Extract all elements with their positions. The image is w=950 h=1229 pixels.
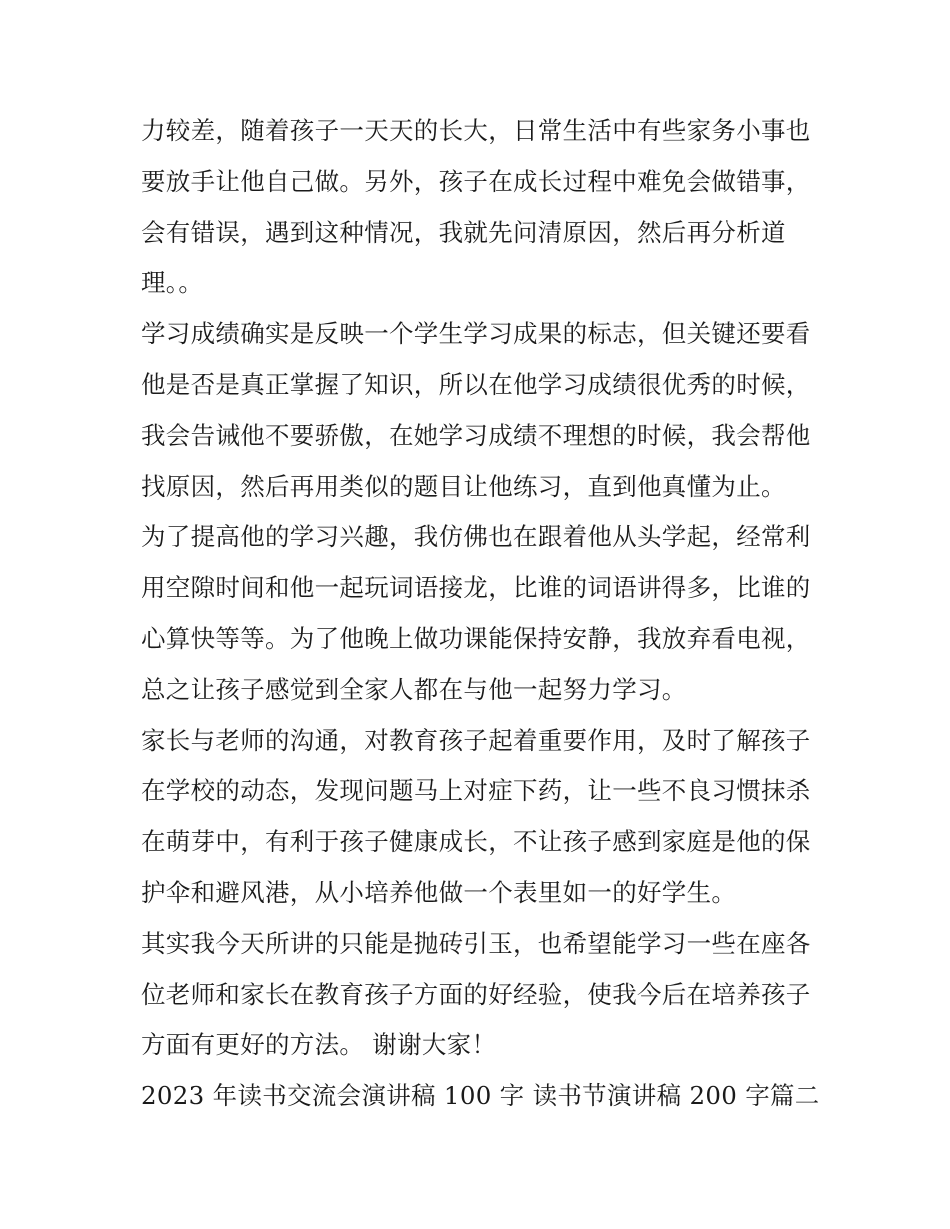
text-line: 其实我今天所讲的只能是抛砖引玉，也希望能学习一些在座各 — [141, 928, 811, 958]
text-line: 心算快等等。为了他晚上做功课能保持安静，我放弃看电视， — [141, 623, 811, 653]
text-line: 要放手让他自己做。另外，孩子在成长过程中难免会做错事， — [141, 166, 811, 196]
text-line: 我会告诫他不要骄傲，在她学习成绩不理想的时候，我会帮他 — [141, 420, 811, 450]
text-line: 护伞和避风港，从小培养他做一个表里如一的好学生。 — [141, 877, 737, 907]
text-line: 找原因，然后再用类似的题目让他练习，直到他真懂为止。 — [141, 471, 786, 501]
text-line: 他是否是真正掌握了知识，所以在他学习成绩很优秀的时候， — [141, 369, 811, 399]
text-line: 总之让孩子感觉到全家人都在与他一起努力学习。 — [141, 674, 687, 704]
text-line: 在萌芽中，有利于孩子健康成长，不让孩子感到家庭是他的保 — [141, 827, 811, 857]
text-line: 理。。 — [141, 268, 204, 298]
text-line: 方面有更好的方法。 谢谢大家！ — [141, 1030, 497, 1060]
text-line: 位老师和家长在教育孩子方面的好经验，使我今后在培养孩子 — [141, 979, 811, 1009]
text-line: 在学校的动态，发现问题马上对症下药，让一些不良习惯抹杀 — [141, 776, 811, 806]
text-line: 用空隙时间和他一起玩词语接龙，比谁的词语讲得多，比谁的 — [141, 573, 811, 603]
document-body — [141, 106, 821, 1122]
text-line: 为了提高他的学习兴趣，我仿佛也在跟着他从头学起，经常利 — [141, 522, 811, 552]
section-heading: 2023 年读书交流会演讲稿 100 字 读书节演讲稿 200 字篇二 — [141, 1081, 820, 1111]
text-line: 家长与老师的沟通，对教育孩子起着重要作用，及时了解孩子 — [141, 725, 811, 755]
text-line: 学习成绩确实是反映一个学生学习成果的标志，但关键还要看 — [141, 319, 811, 349]
text-line: 力较差，随着孩子一天天的长大，日常生活中有些家务小事也 — [141, 116, 811, 145]
text-line: 会有错误，遇到这种情况，我就先问清原因，然后再分析道 — [141, 217, 786, 247]
